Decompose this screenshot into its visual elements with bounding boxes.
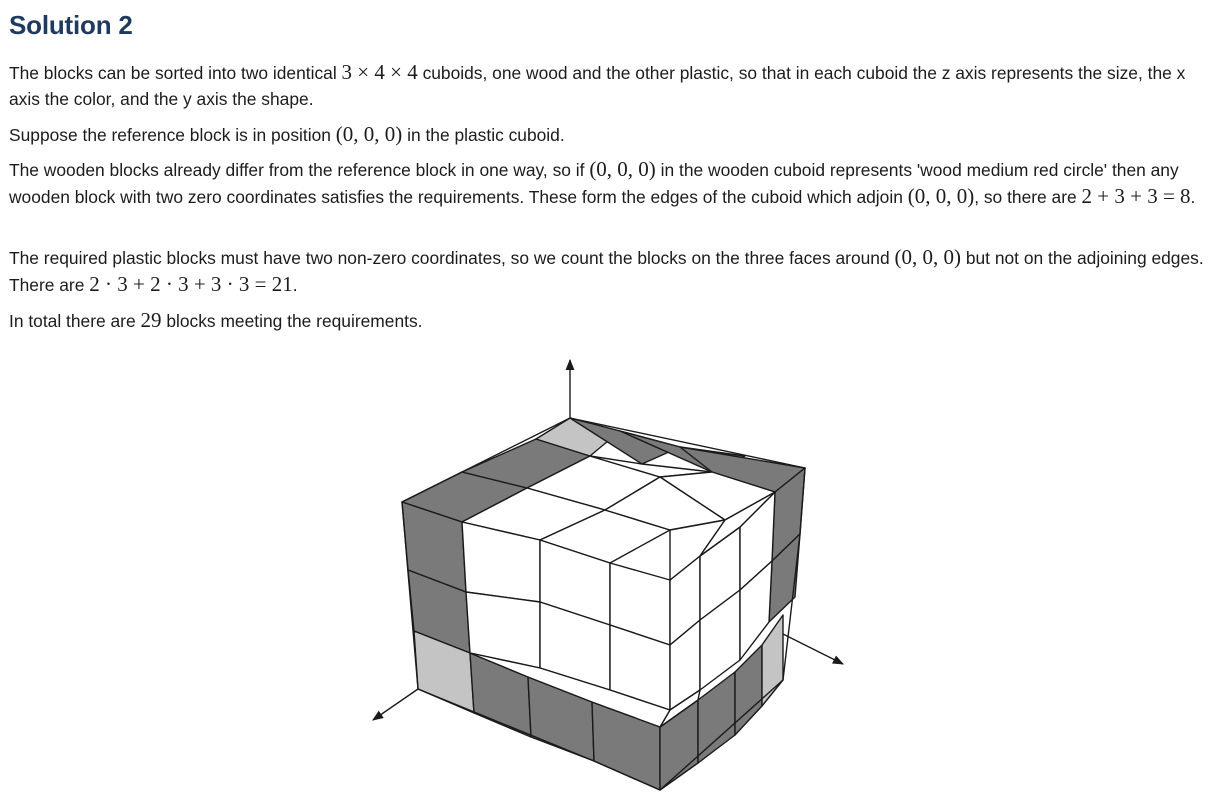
axis-y xyxy=(373,689,418,720)
paragraph-reference: Suppose the reference block is in position (0, 0, 0) in the plastic cuboid. xyxy=(9,122,565,146)
math-total: 29 xyxy=(140,308,162,332)
math-sum-faces: 2 · 3 + 2 · 3 + 3 · 3 = 21 xyxy=(89,272,293,296)
solution-heading: Solution 2 xyxy=(9,10,133,40)
math-dimensions: 3 × 4 × 4 xyxy=(341,60,418,84)
paragraph-plastic: The required plastic blocks must have two non-zero coordinates, so we count the blocks on the three faces around (0, 0, 0) but not on the adjoining edges. There are 2 · 3 + 2 · 3 + 3 · 3 = 21. xyxy=(9,245,1204,296)
math-origin: (0, 0, 0) xyxy=(894,245,961,269)
cube-diagram xyxy=(365,350,855,800)
paragraph-total: In total there are 29 blocks meeting the requirements. xyxy=(9,308,423,332)
math-origin: (0, 0, 0) xyxy=(335,122,403,146)
math-origin: (0, 0, 0) xyxy=(907,184,975,208)
paragraph-wooden: The wooden blocks already differ from the reference block in one way, so if (0, 0, 0) in the wooden cuboid represents 'wood medium red circle' then any wooden block with two zero coordinates satisfies the requirements. These form the edges of the cuboid which adjoin (0, 0, 0), so there are 2 + 3 + 3 = 8. xyxy=(9,157,1196,208)
axis-x xyxy=(783,634,843,664)
math-origin: (0, 0, 0) xyxy=(589,157,656,181)
paragraph-cuboids: The blocks can be sorted into two identical 3 × 4 × 4 cuboids, one wood and the other plastic, so that in each cuboid the z axis represents the size, the x axis the color, and the y axis the shape. xyxy=(9,60,1186,109)
math-sum-edges: 2 + 3 + 3 = 8 xyxy=(1081,184,1191,208)
